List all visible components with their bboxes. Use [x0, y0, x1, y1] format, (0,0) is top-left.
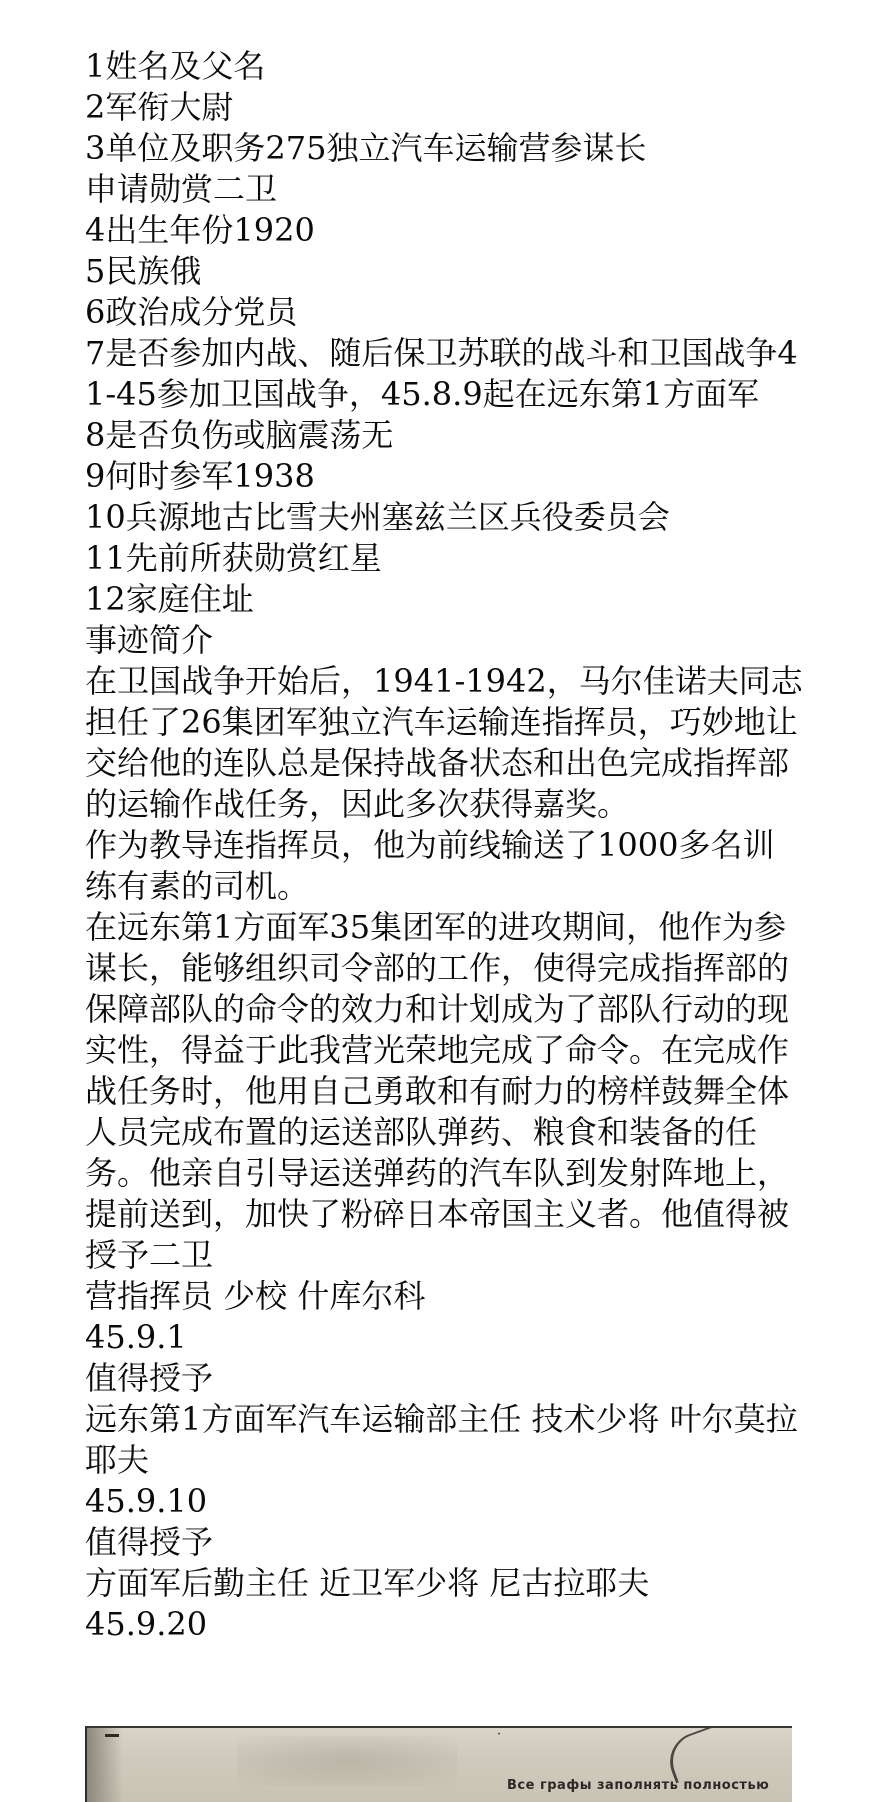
scanned-document-image	[85, 1726, 792, 1802]
endorsement-signer: 营指挥员 少校 什库尔科	[85, 1277, 426, 1315]
field-party-status: 6政治成分党员	[85, 293, 298, 331]
endorsement-verdict: 值得授予	[85, 1523, 214, 1561]
endorsement-verdict: 值得授予	[85, 1359, 214, 1397]
endorsement-signer: 远东第1方面军汽车运输部主任 技术少将 叶尔莫拉耶夫	[85, 1400, 798, 1479]
handwritten-scribble	[662, 1726, 736, 1784]
field-previous-awards: 11先前所获勋赏红星	[85, 539, 382, 577]
scan-stain	[237, 1736, 457, 1786]
summary-paragraph: 作为教导连指挥员，他为前线输送了1000多名训练有素的司机。	[85, 826, 775, 905]
summary-heading: 事迹简介	[85, 621, 214, 659]
field-nationality: 5民族俄	[85, 252, 202, 290]
scan-edge-shadow	[87, 1728, 123, 1802]
field-rank: 2军衔大尉	[85, 88, 234, 126]
summary-paragraph: 在远东第1方面军35集团军的进攻期间，他作为参谋长，能够组织司令部的工作，使得完成指挥部的保障部队的命令的效力和计划成为了部队行动的现实性，得益于此我营光荣地完成了命令。在完成作战任务时，他用自己勇敢和有耐力的榜样鼓舞全体人员完成布置的运送部队弹药、粮食和装备的任务。他亲自引导运送弹药的汽车队到发射阵地上，提前送到，加快了粉碎日本帝国主义者。他值得被授予二卫	[85, 908, 790, 1274]
field-enlistment-year: 9何时参军1938	[85, 457, 315, 495]
field-name: 1姓名及父名	[85, 47, 266, 85]
endorsement-date: 45.9.1	[85, 1318, 187, 1356]
field-home-address: 12家庭住址	[85, 580, 254, 618]
endorsement-signer: 方面军后勤主任 近卫军少将 尼古拉耶夫	[85, 1564, 650, 1602]
scan-caption: Все графы заполнять полностью	[507, 1778, 770, 1793]
field-draft-office: 10兵源地古比雪夫州塞兹兰区兵役委员会	[85, 498, 670, 536]
scan-apostrophe-mark: ˙	[495, 1730, 503, 1749]
endorsement-date: 45.9.10	[85, 1482, 208, 1520]
field-unit-position: 3单位及职务275独立汽车运输营参谋长	[85, 129, 647, 167]
field-award-requested: 申请勋赏二卫	[85, 170, 278, 208]
field-birth-year: 4出生年份1920	[85, 211, 315, 249]
field-war-participation: 7是否参加内战、随后保卫苏联的战斗和卫国战争41-45参加卫国战争，45.8.9起在远东第1方面军	[85, 334, 798, 413]
field-wounds: 8是否负伤或脑震荡无	[85, 416, 394, 454]
endorsement-date: 45.9.20	[85, 1605, 208, 1643]
document-body	[85, 46, 805, 1645]
summary-paragraph: 在卫国战争开始后，1941-1942，马尔佳诺夫同志担任了26集团军独立汽车运输连指挥员，巧妙地让交给他的连队总是保持战备状态和出色完成指挥部的运输作战任务，因此多次获得嘉奖。	[85, 662, 803, 823]
scan-mark	[105, 1734, 119, 1737]
